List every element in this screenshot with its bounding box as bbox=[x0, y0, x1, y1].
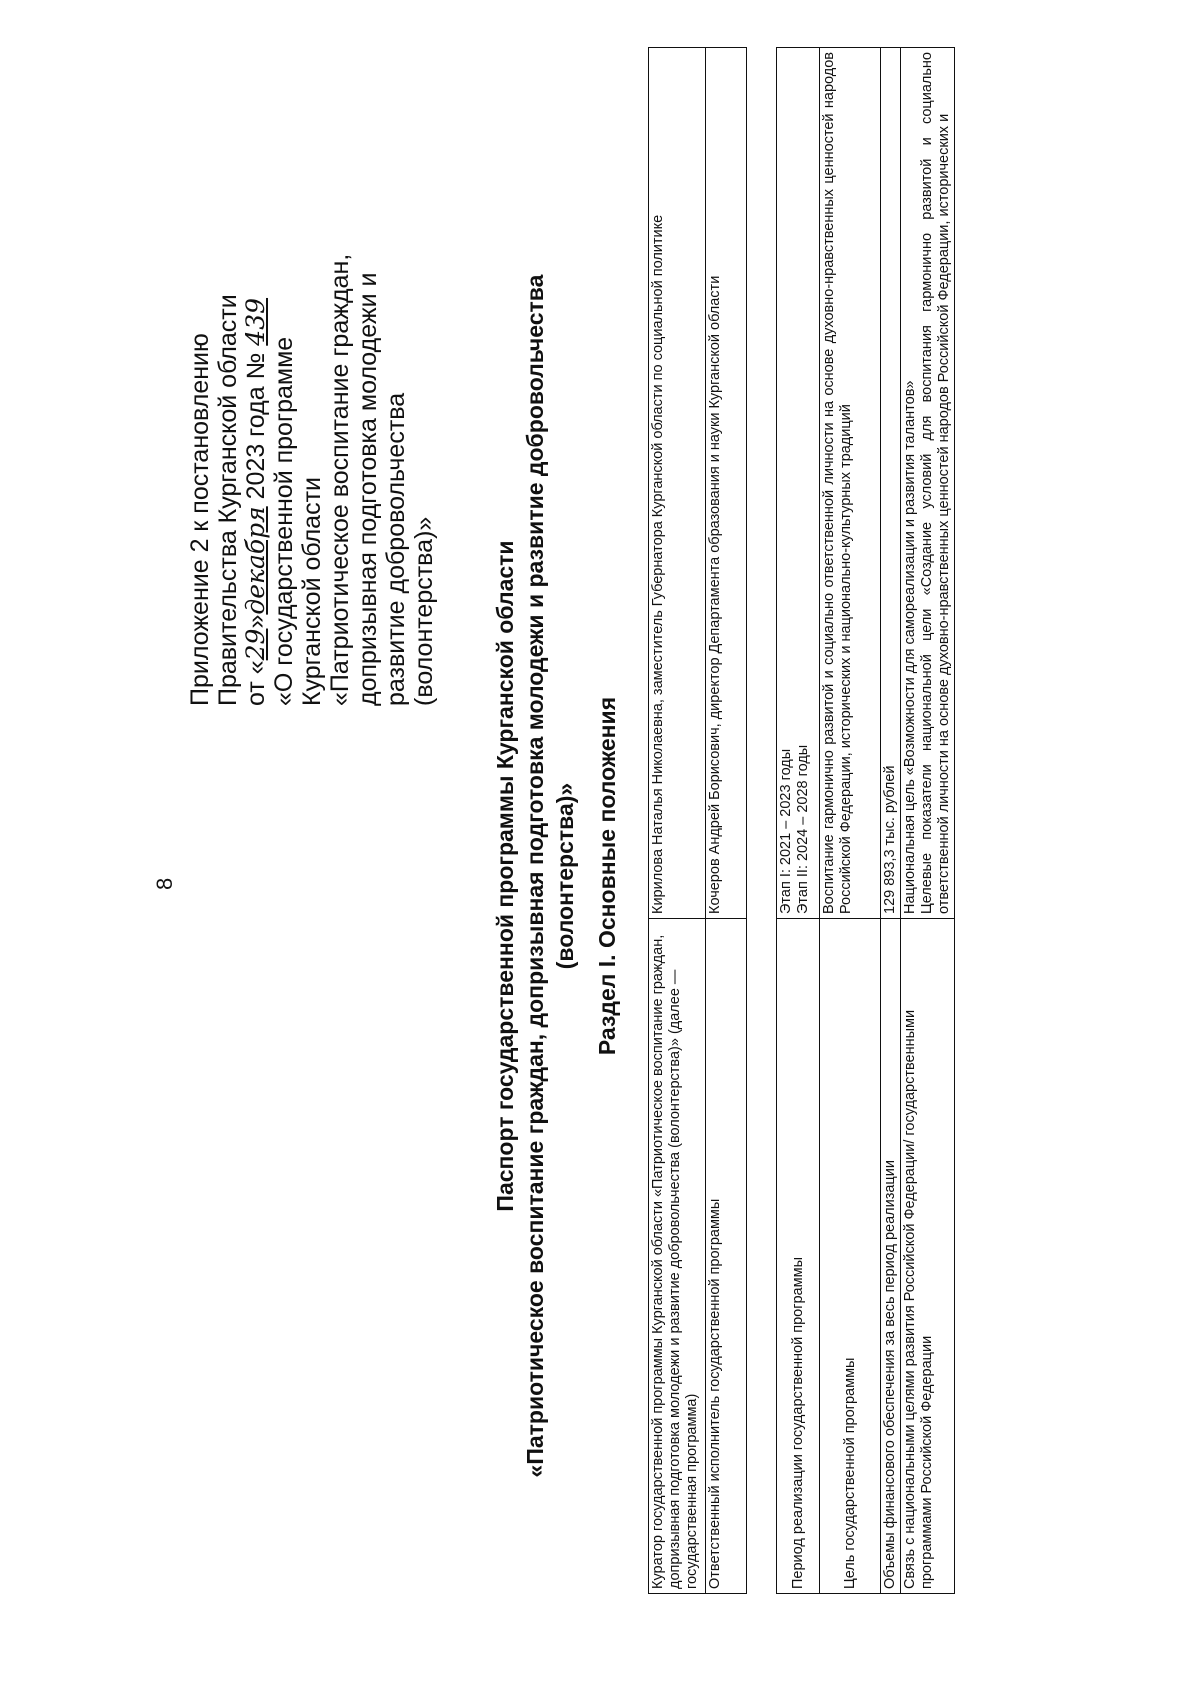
value-line: Национальная цель «Возможности для самореализации и развития талантов» bbox=[902, 380, 918, 914]
value-line: Целевые показатели национальной цели «Создание условий для воспитания гармонично развитой и социально ответственной личности на основе духовно-нравственных ценностей народов Российской Федерации, исторических и bbox=[919, 52, 952, 914]
title-line: Паспорт государственной программы Курганской области bbox=[492, 540, 518, 1212]
appendix-line: Приложение 2 к постановлению bbox=[186, 333, 214, 706]
appendix-line: Курганской области bbox=[298, 476, 326, 706]
appendix-line: Правительства Курганской области bbox=[214, 294, 242, 706]
handwritten-number: 439 bbox=[241, 297, 270, 346]
value-line: Этап I: 2021 – 2023 годы bbox=[778, 748, 794, 914]
row-value: 129 893,3 тыс. рублей bbox=[881, 48, 901, 919]
row-label: Куратор государственной программы Курганской области «Патриотическое воспитание граждан, допризывная подготовка молодежи и развитие добровольчества (волонтерства)» (далее — государственная программа) bbox=[649, 919, 706, 1594]
table-row bbox=[881, 48, 901, 1594]
row-value bbox=[901, 48, 955, 919]
row-label: Связь с национальными целями развития Российской Федерации/ государственными программами Российской Федерации bbox=[901, 919, 955, 1594]
table-row bbox=[706, 48, 747, 1594]
row-value: Кочеров Андрей Борисович, директор Департамента образования и науки Курганской области bbox=[706, 48, 747, 919]
row-value: Кирилова Наталья Николаевна, заместитель Губернатора Курганской области по социальной политике bbox=[649, 48, 706, 919]
row-label: Объемы финансового обеспечения за весь период реализации bbox=[881, 919, 901, 1594]
passport-table-top bbox=[648, 47, 747, 1594]
row-label: Период реализации государственной программы bbox=[777, 919, 820, 1594]
table-row bbox=[901, 48, 955, 1594]
date-year: 2023 года № bbox=[242, 345, 270, 507]
page-number: 8 bbox=[152, 877, 177, 890]
table-row bbox=[649, 48, 706, 1594]
title-line: (волонтерства)» bbox=[552, 782, 578, 970]
appendix-line: «Патриотическое воспитание граждан, bbox=[326, 253, 354, 706]
section-title: Раздел I. Основные положения bbox=[594, 696, 620, 1056]
appendix-date-line bbox=[242, 16, 270, 706]
row-value bbox=[777, 48, 820, 919]
document-title bbox=[490, 176, 580, 1576]
date-mid: » bbox=[242, 614, 270, 629]
date-prefix: от « bbox=[242, 660, 270, 706]
value-line: Этап II: 2024 – 2028 годы bbox=[795, 744, 811, 914]
appendix-line: «О государственной программе bbox=[270, 336, 298, 706]
handwritten-month: декабря bbox=[241, 506, 270, 615]
appendix-block bbox=[186, 16, 438, 706]
appendix-line: развитие добровольчества bbox=[382, 392, 410, 706]
title-line: «Патриотическое воспитание граждан, допризывная подготовка молодежи и развитие добровольчества bbox=[522, 274, 548, 1478]
table-row bbox=[777, 48, 820, 1594]
appendix-line: (волонтерства)» bbox=[410, 516, 438, 706]
passport-table-bottom bbox=[776, 47, 955, 1594]
row-label: Цель государственной программы bbox=[820, 919, 881, 1594]
handwritten-day: 29 bbox=[241, 628, 270, 661]
row-value: Воспитание гармонично развитой и социально ответственной личности на основе духовно-нравственных ценностей народов Российской Федерации, исторических и национально-культурных традиций bbox=[820, 48, 881, 919]
appendix-line: допризывная подготовка молодежи и bbox=[354, 272, 382, 706]
row-label: Ответственный исполнитель государственной программы bbox=[706, 919, 747, 1594]
table-row bbox=[820, 48, 881, 1594]
